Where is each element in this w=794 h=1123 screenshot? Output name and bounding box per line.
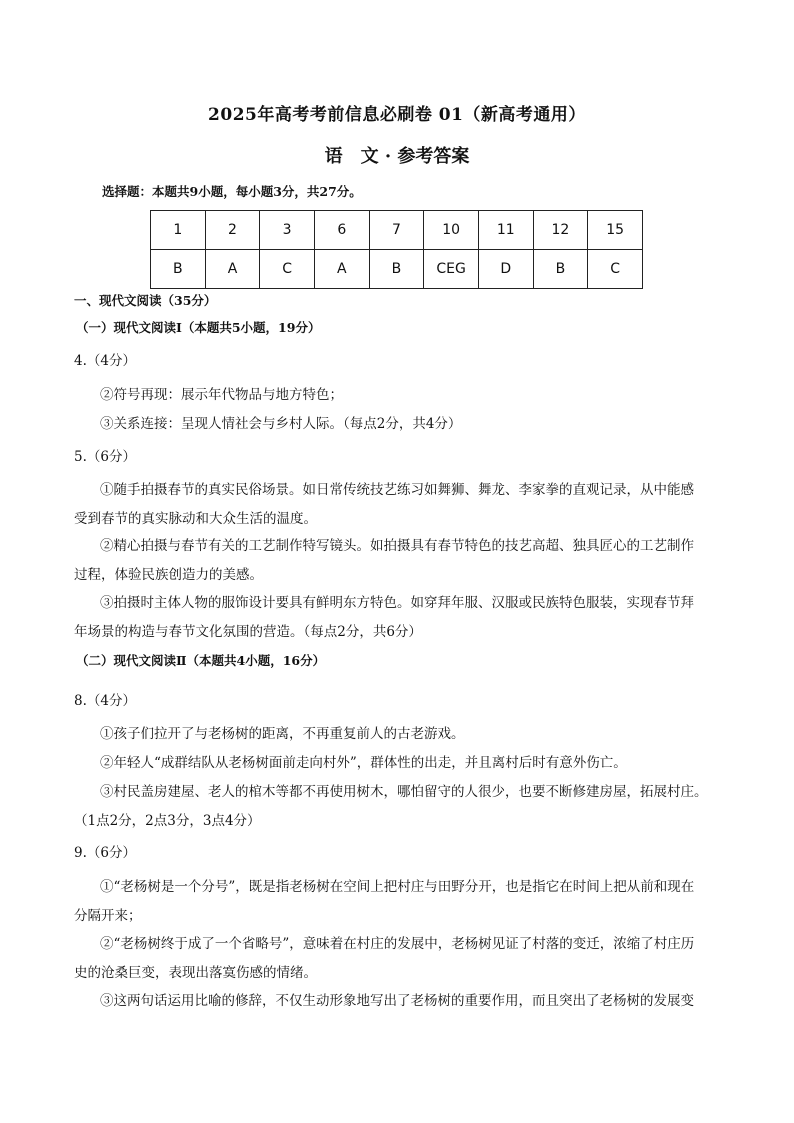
answer-line: ①随手拍摄春节的真实民俗场景。如日常传统技艺练习如舞狮、舞龙、李家拳的直观记录，从中能感 bbox=[100, 482, 694, 498]
question-heading: 9.（6分） bbox=[74, 845, 136, 861]
table-cell-answer: B bbox=[533, 250, 588, 289]
table-cell-answer: B bbox=[369, 250, 424, 289]
question-heading: 5.（6分） bbox=[74, 449, 136, 465]
answer-line: 过程，体验民族创造力的美感。 bbox=[74, 567, 263, 583]
table-cell-number: 2 bbox=[205, 211, 260, 250]
table-cell-answer: CEG bbox=[424, 250, 479, 289]
table-cell-number: 12 bbox=[533, 211, 588, 250]
choice-summary: 选择题：本题共9小题，每小题3分，共27分。 bbox=[102, 184, 362, 199]
subsection-heading: （二）现代文阅读Ⅱ（本题共4小题，16分） bbox=[76, 653, 326, 668]
answer-line: ①“老杨树是一个分号”，既是指老杨树在空间上把村庄与田野分开，也是指它在时间上把从前和现在 bbox=[100, 879, 695, 895]
table-cell-answer: C bbox=[260, 250, 315, 289]
document-subtitle: 语 文 · 参考答案 bbox=[324, 146, 470, 167]
subsection-heading: （一）现代文阅读Ⅰ（本题共5小题，19分） bbox=[76, 320, 321, 335]
answer-line: ①孩子们拉开了与老杨树的距离，不再重复前人的古老游戏。 bbox=[100, 726, 465, 742]
table-cell-number: 15 bbox=[588, 211, 643, 250]
question-heading: 8.（4分） bbox=[74, 693, 136, 709]
table-cell-number: 1 bbox=[151, 211, 206, 250]
answer-line: ②“老杨树终于成了一个省略号”，意味着在村庄的发展中，老杨树见证了村落的变迁，浓缩了村庄历 bbox=[100, 936, 695, 952]
answer-line: ③村民盖房建屋、老人的棺木等都不再使用树木，哪怕留守的人很少，也要不断修建房屋，拓展村庄。 bbox=[100, 784, 708, 800]
table-cell-answer: A bbox=[205, 250, 260, 289]
answer-line: ③拍摄时主体人物的服饰设计要具有鲜明东方特色。如穿拜年服、汉服或民族特色服装，实现春节拜 bbox=[100, 595, 694, 611]
table-cell-answer: B bbox=[151, 250, 206, 289]
answer-line: 年场景的构造与春节文化氛围的营造。（每点2分，共6分） bbox=[74, 624, 422, 640]
table-cell-number: 3 bbox=[260, 211, 315, 250]
table-cell-number: 7 bbox=[369, 211, 424, 250]
table-cell-number: 6 bbox=[314, 211, 369, 250]
answer-line: ③关系连接：呈现人情社会与乡村人际。（每点2分，共4分） bbox=[100, 416, 462, 432]
answer-line: ②符号再现：展示年代物品与地方特色； bbox=[100, 387, 343, 403]
table-row-answers bbox=[151, 250, 643, 289]
answer-line: 史的沧桑巨变，表现出落寞伤感的情绪。 bbox=[74, 965, 317, 981]
answer-line: （1点2分，2点3分，3点4分） bbox=[74, 813, 261, 829]
table-row-numbers bbox=[151, 211, 643, 250]
document-title: 2025年高考考前信息必刷卷 01（新高考通用） bbox=[208, 105, 586, 125]
answer-line: 分隔开来； bbox=[74, 908, 142, 924]
table-cell-number: 10 bbox=[424, 211, 479, 250]
answer-line: ②年轻人“成群结队从老杨树面前走向村外”，群体性的出走，并且离村后时有意外伤亡。 bbox=[100, 755, 627, 771]
table-cell-answer: A bbox=[314, 250, 369, 289]
answer-line: ②精心拍摄与春节有关的工艺制作特写镜头。如拍摄具有春节特色的技艺高超、独具匠心的工艺制作 bbox=[100, 538, 694, 554]
answer-line: 受到春节的真实脉动和大众生活的温度。 bbox=[74, 511, 317, 527]
section-heading: 一、现代文阅读（35分） bbox=[74, 293, 217, 308]
answer-line: ③这两句话运用比喻的修辞，不仅生动形象地写出了老杨树的重要作用，而且突出了老杨树的发展变 bbox=[100, 993, 694, 1009]
table-cell-answer: C bbox=[588, 250, 643, 289]
answer-table bbox=[150, 210, 643, 289]
question-heading: 4.（4分） bbox=[74, 353, 136, 369]
table-cell-answer: D bbox=[478, 250, 533, 289]
table-cell-number: 11 bbox=[478, 211, 533, 250]
